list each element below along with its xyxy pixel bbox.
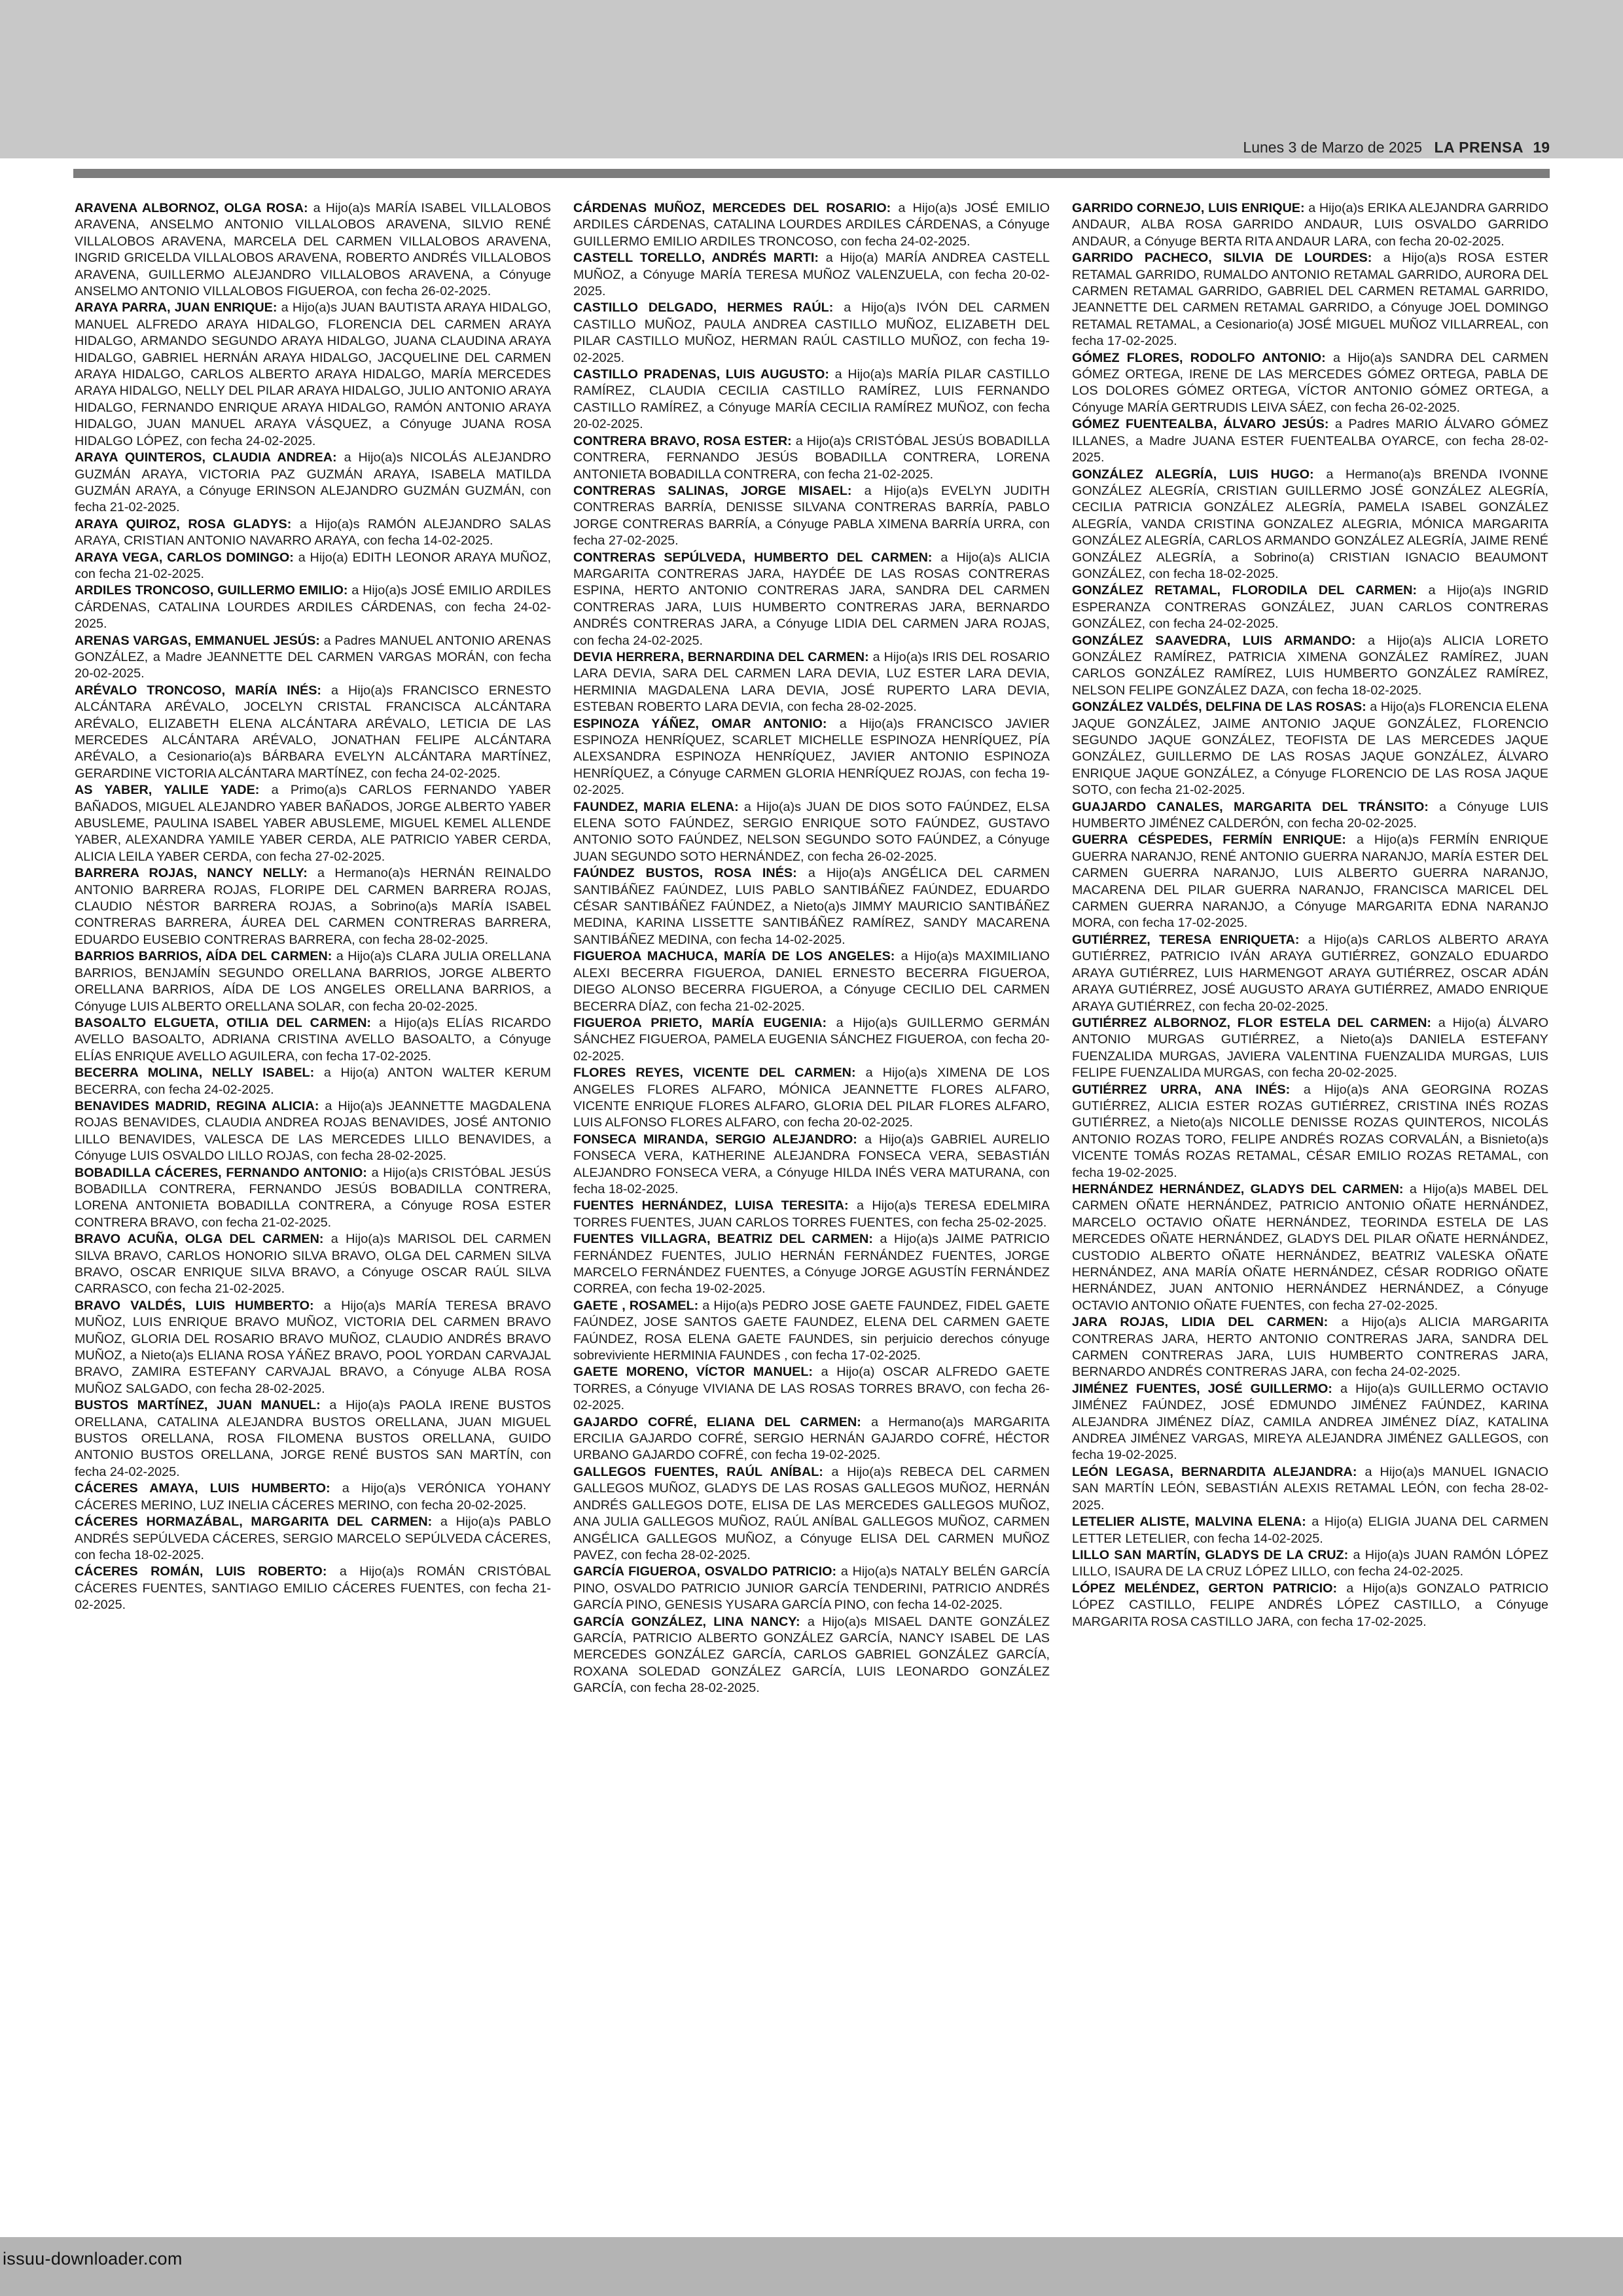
notice-entry [1072, 1581, 1548, 1630]
heirs-text: a Hijo(a)s FRANCISCO ERNESTO ALCÁNTARA ARÉVALO, JOCELYN CRISTAL FRANCISCA ALCÁNTARA ARÉVALO, ELIZABETH ELENA ALCÁNTARA ARÉVALO, LETICIA DE LAS MERCEDES ALCÁNTARA ARÉVALO, JONATHAN FELIPE ALCÁNTARA ARÉVALO, a Cesionario(a)s BÁRBARA EVELYN ALCÁNTARA MARTÍNEZ, GERARDINE VICTORIA ALCÁNTARA MARTÍNEZ, con fecha 24-02-2025. [75, 683, 551, 781]
column-2 [573, 200, 1050, 2216]
deceased-name: FIGUEROA PRIETO, MARÍA EUGENIA: [573, 1015, 827, 1030]
top-scan-band [0, 0, 1623, 158]
deceased-name: CASTELL TORELLO, ANDRÉS MARTI: [573, 251, 819, 266]
deceased-name: FIGUEROA MACHUCA, MARÍA DE LOS ANGELES: [573, 949, 895, 964]
notice-entry [75, 1098, 551, 1165]
notice-entry [75, 450, 551, 516]
heirs-text: a Hijo(a)s ELÍAS RICARDO AVELLO BASOALTO, ADRIANA CRISTINA AVELLO BASOALTO, a Cónyuge ELÍAS ENRIQUE AVELLO AGUILERA, con fecha 17-02-2025. [75, 1015, 551, 1064]
heirs-text: a Hijo(a)s JEANNETTE MAGDALENA ROJAS BENAVIDES, CLAUDIA ANDREA ROJAS BENAVIDES, JOSÉ ANTONIO LILLO BENAVIDES, VALESCA DE LAS MERCEDES LILLO BENAVIDES, a Cónyuge LUIS OSVALDO LILLO ROJAS, con fecha 28-02-2025. [75, 1098, 551, 1164]
notice-entry [75, 1514, 551, 1564]
notice-entry [75, 1015, 551, 1065]
deceased-name: FUENTES HERNÁNDEZ, LUISA TERESITA: [573, 1198, 849, 1213]
deceased-name: FONSECA MIRANDA, SERGIO ALEJANDRO: [573, 1132, 857, 1147]
heirs-text: a Hijo(a)s JUAN DE DIOS SOTO FAÚNDEZ, ELSA ELENA SOTO FAÚNDEZ, SERGIO ENRIQUE SOTO FAÚNDEZ, GUSTAVO ANTONIO SOTO FAÚNDEZ, NELSON SEGUNDO SOTO FAÚNDEZ, a Cónyuge JUAN SEGUNDO SOTO HERNÁNDEZ, con fecha 26-02-2025. [573, 799, 1050, 864]
notice-entry [1072, 1082, 1548, 1181]
notice-entry [1072, 1181, 1548, 1314]
heirs-text: a Primo(a)s CARLOS FERNANDO YABER BAÑADOS, MIGUEL ALEJANDRO YABER BAÑADOS, JORGE ALBERTO YABER ABUSLEME, PAULINA ISABEL YABER ABUSLEME, MIGUEL KEMEL ALLENDE YABER, ALEXANDRA YAMILE YABER CERDA, ALE PATRICIO YABER CERDA, ALICIA LEILA YABER CERDA, con fecha 27-02-2025. [75, 783, 551, 864]
heirs-text: a Hijo(a) EDITH LEONOR ARAYA MUÑOZ, con fecha 21-02-2025. [75, 550, 551, 581]
deceased-name: GÓMEZ FLORES, RODOLFO ANTONIO: [1072, 350, 1326, 365]
notice-entry [573, 716, 1050, 799]
notice-entry [573, 433, 1050, 483]
notice-entry [573, 300, 1050, 367]
column-3 [1072, 200, 1548, 2216]
heirs-text: a Hijo(a)s NICOLÁS ALEJANDRO GUZMÁN ARAYA, VICTORIA PAZ GUZMÁN ARAYA, ISABELA MATILDA GUZMÁN ARAYA, a Cónyuge ERINSON ALEJANDRO GUZMÁN GUZMÁN, con fecha 21-02-2025. [75, 450, 551, 515]
heirs-text: a Hijo(a) ÁLVARO ANTONIO MURGAS GUTIÉRREZ, a Nieto(a)s DANIELA ESTEFANY FUENZALIDA MURGAS, JAVIERA VALENTINA FUENZALIDA MURGAS, LUIS FELIPE FUENZALIDA MURGAS, con fecha 20-02-2025. [1072, 1015, 1548, 1081]
deceased-name: ARÉVALO TRONCOSO, MARÍA INÉS: [75, 683, 321, 698]
heirs-text: a Hijo(a)s ERIKA ALEJANDRA GARRIDO ANDAUR, ALBA ROSA GARRIDO ANDAUR, LUIS OSVALDO GARRIDO ANDAUR, a Cónyuge BERTA RITA ANDAUR LARA, con fecha 20-02-2025. [1072, 201, 1548, 249]
notice-entry [75, 865, 551, 948]
notice-entry [1072, 699, 1548, 798]
deceased-name: ARAYA PARRA, JUAN ENRIQUE: [75, 300, 277, 315]
notice-entry [1072, 1547, 1548, 1581]
heirs-text: a Hijo(a)s REBECA DEL CARMEN GALLEGOS MUÑOZ, GLADYS DE LAS ROSAS GALLEGOS MUÑOZ, HERNÁN ANDRÉS GALLEGOS DOTE, ELISA DE LAS MERCEDES GALLEGOS MUÑOZ, ANA JULIA GALLEGOS MUÑOZ, RAÚL ANÍBAL GALLEGOS MUÑOZ, CARMEN ANGÉLICA GALLEGOS MUÑOZ, a Cónyuge ELISA DEL CARMEN MUÑOZ PAVEZ, con fecha 28-02-2025. [573, 1464, 1050, 1562]
notice-entry [1072, 467, 1548, 583]
heirs-text: a Hijo(a)s ANGÉLICA DEL CARMEN SANTIBÁÑEZ FAÚNDEZ, LUIS PABLO SANTIBÁÑEZ FAÚNDEZ, EDUARDO CÉSAR SANTIBÁÑEZ FAÚNDEZ, a Nieto(a)s JIMMY MAURICIO SANTIBÁÑEZ MEDINA, KARINA LISSETTE SANTIBÁÑEZ RAMÍREZ, SANDY MACARENA SANTIBÁÑEZ MEDINA, con fecha 14-02-2025. [573, 866, 1050, 947]
notice-entry [75, 782, 551, 865]
heirs-text: a Hijo(a)s PEDRO JOSE GAETE FAUNDEZ, FIDEL GAETE FAÚNDEZ, JOSE SANTOS GAETE FAUNDEZ, ELENA DEL CARMEN GAETE FAÚNDEZ, ROSA ELENA GAETE FAUNDES, sin perjuicio derechos cónyuge sobreviviente HERMINIA FAUNDES , con fecha 17-02-2025. [573, 1298, 1050, 1363]
notice-entry [1072, 583, 1548, 632]
heirs-text: a Hijo(a)s VERÓNICA YOHANY CÁCERES MERINO, LUZ INELIA CÁCERES MERINO, con fecha 20-02-2025. [75, 1481, 551, 1513]
deceased-name: CASTILLO PRADENAS, LUIS AUGUSTO: [573, 367, 829, 382]
heirs-text: a Hijo(a)s MARISOL DEL CARMEN SILVA BRAVO, CARLOS HONORIO SILVA BRAVO, OLGA DEL CARMEN SILVA BRAVO, OSCAR ENRIQUE SILVA BRAVO, a Cónyuge OSCAR RAÚL SILVA CARRASCO, con fecha 21-02-2025. [75, 1232, 551, 1297]
publication-name: LA PRENSA [1434, 139, 1524, 156]
notice-entry [573, 948, 1050, 1015]
heirs-text: a Hijo(a)s EVELYN JUDITH CONTRERAS BARRÍA, DENISSE SILVANA CONTRERAS BARRÍA, PABLO JORGE CONTRERAS BARRÍA, a Cónyuge PABLA XIMENA BARRÍA URRA, con fecha 27-02-2025. [573, 483, 1050, 548]
notice-entry [573, 550, 1050, 649]
notice-entry [573, 250, 1050, 300]
deceased-name: BARRERA ROJAS, NANCY NELLY: [75, 866, 308, 881]
notice-entry [573, 1015, 1050, 1065]
heirs-text: a Hijo(a)s MISAEL DANTE GONZÁLEZ GARCÍA, PATRICIO ALBERTO GONZÁLEZ GARCÍA, NANCY ISABEL DE LAS MERCEDES GONZÁLEZ GARCÍA, CARLOS GABRIEL GONZÁLEZ GARCÍA, ROXANA SOLEDAD GONZÁLEZ GARCÍA, LUIS LEONARDO GONZÁLEZ GARCÍA, con fecha 28-02-2025. [573, 1614, 1050, 1696]
deceased-name: GARCÍA FIGUEROA, OSVALDO PATRICIO: [573, 1564, 837, 1579]
heirs-text: a Hijo(a)s IRIS DEL ROSARIO LARA DEVIA, SARA DEL CARMEN LARA DEVIA, LUZ ESTER LARA DEVIA, HERMINIA MAGDALENA LARA DEVIA, JOSÉ RUPERTO LARA DEVIA, ESTEBAN ROBERTO LARA DEVIA, con fecha 28-02-2025. [573, 649, 1050, 715]
notice-entry [1072, 799, 1548, 833]
deceased-name: JARA ROJAS, LIDIA DEL CARMEN: [1072, 1315, 1329, 1330]
notice-entry [1072, 1464, 1548, 1514]
notice-entry [75, 200, 551, 300]
deceased-name: CÁRDENAS MUÑOZ, MERCEDES DEL ROSARIO: [573, 201, 891, 215]
page-number: 19 [1533, 139, 1550, 156]
heirs-text: a Hijo(a)s ROSA ESTER RETAMAL GARRIDO, RUMALDO ANTONIO RETAMAL GARRIDO, AURORA DEL CARMEN RETAMAL GARRIDO, GABRIEL DEL CARMEN RETAMAL GARRIDO, JEANNETTE DEL CARMEN RETAMAL GARRIDO, a Cónyuge JOEL DOMINGO RETAMAL RETAMAL, a Cesionario(a) JOSÉ MIGUEL MUÑOZ VILLARREAL, con fecha 17-02-2025. [1072, 251, 1548, 349]
deceased-name: GUTIÉRREZ ALBORNOZ, FLOR ESTELA DEL CARMEN: [1072, 1015, 1431, 1030]
deceased-name: LÓPEZ MELÉNDEZ, GERTON PATRICIO: [1072, 1581, 1338, 1596]
heirs-text: a Hijo(a)s PABLO ANDRÉS SEPÚLVEDA CÁCERES, SERGIO MARCELO SEPÚLVEDA CÁCERES, con fecha 18-02-2025. [75, 1515, 551, 1562]
deceased-name: GONZÁLEZ RETAMAL, FLORODILA DEL CARMEN: [1072, 583, 1417, 598]
deceased-name: JIMÉNEZ FUENTES, JOSÉ GUILLERMO: [1072, 1381, 1332, 1396]
notice-entry [75, 633, 551, 683]
deceased-name: FAÚNDEZ BUSTOS, ROSA INÉS: [573, 866, 797, 881]
heirs-text: a Hijo(a)s ROMÁN CRISTÓBAL CÁCERES FUENTES, SANTIAGO EMILIO CÁCERES FUENTES, con fecha 21-02-2025. [75, 1564, 551, 1613]
deceased-name: FUENTES VILLAGRA, BEATRIZ DEL CARMEN: [573, 1232, 873, 1247]
bottom-scan-band [0, 2237, 1623, 2296]
notice-entry [573, 1614, 1050, 1697]
heirs-text: a Hijo(a)s MAXIMILIANO ALEXI BECERRA FIGUEROA, DANIEL ERNESTO BECERRA FIGUEROA, DIEGO ALONSO BECERRA FIGUEROA, a Cónyuge CECILIO DEL CARMEN BECERRA DÍAZ, con fecha 21-02-2025. [573, 949, 1050, 1014]
heirs-text: a Hijo(a)s NATALY BELÉN GARCÍA PINO, OSVALDO PATRICIO JUNIOR GARCÍA TENDERINI, PATRICIO ANDRÉS GARCÍA PINO, GENESIS YUSARA GARCÍA PINO, con fecha 14-02-2025. [573, 1564, 1050, 1613]
heirs-text: a Hijo(a)s ALICIA MARGARITA CONTRERAS JARA, HERTO ANTONIO CONTRERAS JARA, SANDRA DEL CARMEN CONTRERAS JARA, LUIS HUMBERTO CONTRERAS JARA, BERNARDO ANDRÉS CONTRERAS JARA, con fecha 24-02-2025. [1072, 1315, 1548, 1380]
notice-entry [1072, 832, 1548, 931]
notice-entry [573, 865, 1050, 948]
deceased-name: GARRIDO PACHECO, SILVIA DE LOURDES: [1072, 251, 1372, 266]
notice-entry [1072, 1314, 1548, 1381]
deceased-name: GONZÁLEZ ALEGRÍA, LUIS HUGO: [1072, 467, 1314, 482]
heirs-text: a Hijo(a)s ALICIA LORETO GONZÁLEZ RAMÍREZ, PATRICIA XIMENA GONZÁLEZ RAMÍREZ, JUAN CARLOS GONZÁLEZ RAMÍREZ, LUIS HUMBERTO GONZÁLEZ RAMÍREZ, NELSON FELIPE GONZÁLEZ DAZA, con fecha 18-02-2025. [1072, 633, 1548, 698]
heirs-text: a Hijo(a) OSCAR ALFREDO GAETE TORRES, a Cónyuge VIVIANA DE LAS ROSAS TORRES BRAVO, con fecha 26-02-2025. [573, 1365, 1050, 1413]
deceased-name: GAJARDO COFRÉ, ELIANA DEL CARMEN: [573, 1414, 861, 1429]
notice-entry [75, 948, 551, 1015]
notice-entry [75, 300, 551, 450]
heirs-text: a Hijo(a)s JOSÉ EMILIO ARDILES CÁRDENAS, CATALINA LOURDES ARDILES CÁRDENAS, con fecha 24-02-2025. [75, 583, 551, 632]
deceased-name: ARAYA QUIROZ, ROSA GLADYS: [75, 516, 292, 531]
deceased-name: LILLO SAN MARTÍN, GLADYS DE LA CRUZ: [1072, 1547, 1349, 1562]
heirs-text: a Hijo(a)s SANDRA DEL CARMEN GÓMEZ ORTEGA, IRENE DE LAS MERCEDES GÓMEZ ORTEGA, PABLA DE LOS DOLORES GÓMEZ ORTEGA, VÍCTOR ANTONIO GÓMEZ ORTEGA, a Cónyuge MARÍA GERTRUDIS LEIVA SÁEZ, con fecha 26-02-2025. [1072, 350, 1548, 415]
deceased-name: BOBADILLA CÁCERES, FERNANDO ANTONIO: [75, 1165, 367, 1180]
heirs-text: a Hijo(a)s FERMÍN ENRIQUE GUERRA NARANJO, RENÉ ANTONIO GUERRA NARANJO, MARÍA ESTER DEL CARMEN GUERRA NARANJO, LUIS ALBERTO GUERRA NARANJO, MACARENA DEL PILAR GUERRA NARANJO, FRANCISCA MARICEL DEL CARMEN GUERRA NARANJO, a Cónyuge MARGARITA EDNA NARANJO MORA, con fecha 17-02-2025. [1072, 833, 1548, 931]
heirs-text: a Hermano(a)s MARGARITA ERCILIA GAJARDO COFRÉ, SERGIO HERNÁN GAJARDO COFRÉ, HÉCTOR URBANO GAJARDO COFRÉ, con fecha 19-02-2025. [573, 1414, 1050, 1463]
heirs-text: a Hijo(a)s IVÓN DEL CARMEN CASTILLO MUÑOZ, PAULA ANDREA CASTILLO MUÑOZ, ELIZABETH DEL PILAR CASTILLO MUÑOZ, HERMAN RAÚL CASTILLO MUÑOZ, con fecha 19-02-2025. [573, 300, 1050, 365]
heirs-text: a Hijo(a)s JOSÉ EMILIO ARDILES CÁRDENAS, CATALINA LOURDES ARDILES CÁRDENAS, a Cónyuge GUILLERMO EMILIO ARDILES TRONCOSO, con fecha 24-02-2025. [573, 201, 1050, 249]
deceased-name: GARCÍA GONZÁLEZ, LINA NANCY: [573, 1614, 800, 1629]
deceased-name: GAETE , ROSAMEL: [573, 1298, 699, 1313]
notice-entry [75, 1298, 551, 1397]
notice-entry [75, 550, 551, 583]
notice-entry [573, 1132, 1050, 1198]
notice-entry [573, 1414, 1050, 1464]
page-header [73, 139, 1550, 161]
notice-entry [1072, 250, 1548, 350]
notice-entry [573, 367, 1050, 433]
notice-entry [573, 1065, 1050, 1132]
deceased-name: HERNÁNDEZ HERNÁNDEZ, GLADYS DEL CARMEN: [1072, 1181, 1404, 1196]
heirs-text: a Hermano(a)s HERNÁN REINALDO ANTONIO BARRERA ROJAS, FLORIPE DEL CARMEN BARRERA ROJAS, CLAUDIO NÉSTOR BARRERA ROJAS, a Sobrino(a)s MARÍA ISABEL CONTRERAS BARRERA, ÁUREA DEL CARMEN CONTRERAS BARRERA, EDUARDO EUSEBIO CONTRERAS BARRERA, con fecha 28-02-2025. [75, 866, 551, 947]
notice-entry [75, 1397, 551, 1480]
heirs-text: a Hijo(a)s XIMENA DE LOS ANGELES FLORES ALFARO, MÓNICA JEANNETTE FLORES ALFARO, VICENTE ENRIQUE FLORES ALFARO, GLORIA DEL PILAR FLORES ALFARO, LUIS ALFONSO FLORES ALFARO, con fecha 20-02-2025. [573, 1066, 1050, 1130]
notice-entry [75, 1065, 551, 1098]
heirs-text: a Hijo(a)s GONZALO PATRICIO LÓPEZ CASTILLO, FELIPE ANDRÉS LÓPEZ CASTILLO, a Cónyuge MARGARITA ROSA CASTILLO JARA, con fecha 17-02-2025. [1072, 1581, 1548, 1629]
deceased-name: ARAVENA ALBORNOZ, OLGA ROSA: [75, 201, 308, 215]
heirs-text: a Hijo(a)s INGRID ESPERANZA CONTRERAS GONZÁLEZ, JUAN CARLOS CONTRERAS GONZÁLEZ, con fecha 24-02-2025. [1072, 583, 1548, 632]
deceased-name: BECERRA MOLINA, NELLY ISABEL: [75, 1066, 315, 1081]
heirs-text: a Hijo(a)s MARÍA ISABEL VILLALOBOS ARAVENA, ANSELMO ANTONIO VILLALOBOS ARAVENA, SILVIO RENÉ VILLALOBOS ARAVENA, MARCELA DEL CARMEN VILLALOBOS ARAVENA, INGRID GRICELDA VILLALOBOS ARAVENA, ROBERTO ANDRÉS VILLALOBOS ARAVENA, GUILLERMO ALEJANDRO VILLALOBOS ARAVENA, a Cónyuge ANSELMO ANTONIO VILLALOBOS FIGUEROA, con fecha 26-02-2025. [75, 201, 551, 299]
heirs-text: a Cónyuge LUIS HUMBERTO JIMÉNEZ CALDERÓN, con fecha 20-02-2025. [1072, 799, 1548, 831]
deceased-name: GUAJARDO CANALES, MARGARITA DEL TRÁNSITO: [1072, 799, 1429, 814]
notice-entry [75, 1564, 551, 1613]
notice-entry [573, 1231, 1050, 1298]
notice-entry [573, 1298, 1050, 1365]
deceased-name: BASOALTO ELGUETA, OTILIA DEL CARMEN: [75, 1015, 371, 1030]
notice-entry [573, 1464, 1050, 1564]
heirs-text: a Hijo(a)s ALICIA MARGARITA CONTRERAS JARA, HAYDÉE DE LAS ROSAS CONTRERAS ESPINA, HERTO ANTONIO CONTRERAS JARA, SANDRA DEL CARMEN CONTRERAS JARA, LUIS HUMBERTO CONTRERAS JARA, BERNARDO ANDRÉS CONTRERAS JARA, a Cónyuge LIDIA DEL CARMEN JARA ROJAS, con fecha 24-02-2025. [573, 550, 1050, 648]
heirs-text: a Hijo(a)s CRISTÓBAL JESÚS BOBADILLA CONTRERA, FERNANDO JESÚS BOBADILLA CONTRERA, LORENA ANTONIETA BOBADILLA CONTRERA, a Cónyuge ROSA ESTER CONTRERA BRAVO, con fecha 21-02-2025. [75, 1165, 551, 1230]
deceased-name: GARRIDO CORNEJO, LUIS ENRIQUE: [1072, 201, 1305, 215]
heirs-text: a Hijo(a) ELIGIA JUANA DEL CARMEN LETTER LETELIER, con fecha 14-02-2025. [1072, 1515, 1548, 1546]
heirs-text: a Hijo(a)s JAIME PATRICIO FERNÁNDEZ FUENTES, JULIO HERNÁN FERNÁNDEZ FUENTES, JORGE MARCELO FERNÁNDEZ FUENTES, a Cónyuge JORGE AGUSTÍN FERNÁNDEZ CORREA, con fecha 19-02-2025. [573, 1232, 1050, 1297]
notice-entry [573, 1564, 1050, 1613]
deceased-name: GUERRA CÉSPEDES, FERMÍN ENRIQUE: [1072, 833, 1346, 848]
deceased-name: CONTRERA BRAVO, ROSA ESTER: [573, 433, 792, 448]
deceased-name: ARENAS VARGAS, EMMANUEL JESÚS: [75, 633, 320, 648]
notice-entry [573, 1364, 1050, 1414]
heirs-text: a Hijo(a)s JUAN BAUTISTA ARAYA HIDALGO, MANUEL ALFREDO ARAYA HIDALGO, FLORENCIA DEL CARMEN ARAYA HIDALGO, ARMANDO SEGUNDO ARAYA HIDALGO, JUANA CLAUDINA ARAYA HIDALGO, GABRIEL HERNÁN ARAYA HIDALGO, JACQUELINE DEL CARMEN ARAYA HIDALGO, CARLOS ALBERTO ARAYA HIDALGO, MARÍA MERCEDES ARAYA HIDALGO, NELLY DEL PILAR ARAYA HIDALGO, JULIO ANTONIO ARAYA HIDALGO, FERNANDO ENRIQUE ARAYA HIDALGO, RAMÓN ANTONIO ARAYA HIDALGO, JUAN MANUEL ARAYA VÁSQUEZ, a Cónyuge JUANA ROSA HIDALGO LÓPEZ, con fecha 24-02-2025. [75, 300, 551, 448]
column-1 [75, 200, 551, 2216]
deceased-name: GALLEGOS FUENTES, RAÚL ANÍBAL: [573, 1464, 823, 1479]
deceased-name: DEVIA HERRERA, BERNARDINA DEL CARMEN: [573, 649, 869, 664]
deceased-name: CONTRERAS SALINAS, JORGE MISAEL: [573, 483, 852, 498]
notice-entry [573, 1198, 1050, 1231]
deceased-name: BRAVO VALDÉS, LUIS HUMBERTO: [75, 1298, 314, 1313]
notice-entry [1072, 633, 1548, 700]
heirs-text: a Hijo(a)s ANA GEORGINA ROZAS GUTIÉRREZ, ALICIA ESTER ROZAS GUTIÉRREZ, CRISTINA INÉS ROZAS GUTIÉRREZ, a Nieto(a)s NICOLLE DENISSE ROZAS QUINTEROS, NICOLÁS ANTONIO ROZAS TORO, FELIPE ANDRÉS ROZAS CORVALÁN, a Bisnieto(a)s VICENTE TOMÁS ROZAS RETAMAL, CÉSAR EMILIO ROZAS RETAMAL, con fecha 19-02-2025. [1072, 1082, 1548, 1180]
notice-entry [1072, 416, 1548, 466]
notice-entry [573, 200, 1050, 250]
deceased-name: CÁCERES HORMAZÁBAL, MARGARITA DEL CARMEN: [75, 1515, 433, 1530]
deceased-name: GUTIÉRREZ, TERESA ENRIQUETA: [1072, 932, 1300, 947]
notice-entry [573, 483, 1050, 550]
deceased-name: LEÓN LEGASA, BERNARDITA ALEJANDRA: [1072, 1464, 1357, 1479]
deceased-name: CONTRERAS SEPÚLVEDA, HUMBERTO DEL CARMEN: [573, 550, 933, 565]
notice-entry [75, 516, 551, 550]
deceased-name: BUSTOS MARTÍNEZ, JUAN MANUEL: [75, 1398, 321, 1413]
deceased-name: BENAVIDES MADRID, REGINA ALICIA: [75, 1098, 319, 1113]
notice-entry [75, 683, 551, 782]
notice-entry [75, 1231, 551, 1298]
deceased-name: GONZÁLEZ SAAVEDRA, LUIS ARMANDO: [1072, 633, 1356, 648]
heirs-text: a Hijo(a)s RAMÓN ALEJANDRO SALAS ARAYA, CRISTIAN ANTONIO NAVARRO ARAYA, con fecha 14-02-2025. [75, 516, 551, 548]
notice-entry [75, 1480, 551, 1514]
deceased-name: FLORES REYES, VICENTE DEL CARMEN: [573, 1066, 856, 1081]
notice-entry [573, 799, 1050, 866]
deceased-name: GONZÁLEZ VALDÉS, DELFINA DE LAS ROSAS: [1072, 700, 1366, 715]
heirs-text: a Hijo(a)s MARÍA PILAR CASTILLO RAMÍREZ, CLAUDIA CECILIA CASTILLO RAMÍREZ, LUIS FERNANDO CASTILLO RAMÍREZ, a Cónyuge MARÍA CECILIA RAMÍREZ MUÑOZ, con fecha 20-02-2025. [573, 367, 1050, 432]
deceased-name: ESPINOZA YÁÑEZ, OMAR ANTONIO: [573, 716, 827, 731]
header-date: Lunes 3 de Marzo de 2025 [1243, 139, 1423, 156]
heirs-text: a Hijo(a)s TERESA EDELMIRA TORRES FUENTES, JUAN CARLOS TORRES FUENTES, con fecha 25-02-2025. [573, 1198, 1050, 1230]
notice-columns [75, 200, 1548, 2216]
heirs-text: a Hijo(a)s MABEL DEL CARMEN OÑATE HERNÁNDEZ, PATRICIO ANTONIO OÑATE HERNÁNDEZ, MARCELO OCTAVIO OÑATE HERNÁNDEZ, TEORINDA ESTELA DE LAS MERCEDES OÑATE HERNÁNDEZ, GLADYS DEL PILAR OÑATE HERNÁNDEZ, CUSTODIO ALBERTO OÑATE HERNÁNDEZ, BEATRIZ VALESKA OÑATE HERNÁNDEZ, ANA MARÍA OÑATE HERNÁNDEZ, CÉSAR RODRIGO OÑATE HERNÁNDEZ, JUAN ANTONIO HERNÁNDEZ HERNÁNDEZ, a Cónyuge OCTAVIO ANTONIO OÑATE FUENTES, con fecha 27-02-2025. [1072, 1181, 1548, 1313]
heirs-text: a Hijo(a)s JUAN RAMÓN LÓPEZ LILLO, ISAURA DE LA CRUZ LÓPEZ LILLO, con fecha 24-02-2025. [1072, 1547, 1548, 1579]
heirs-text: a Hijo(a)s GABRIEL AURELIO FONSECA VERA, KATHERINE ALEJANDRA FONSECA VERA, SEBASTIÁN ALEJANDRO FONSECA VERA, a Cónyuge HILDA INÉS VERA MATURANA, con fecha 18-02-2025. [573, 1132, 1050, 1196]
heirs-text: a Hijo(a) MARÍA ANDREA CASTELL MUÑOZ, a Cónyuge MARÍA TERESA MUÑOZ VALENZUELA, con fecha 20-02-2025. [573, 251, 1050, 299]
deceased-name: BARRIOS BARRIOS, AÍDA DEL CARMEN: [75, 949, 332, 964]
heirs-text: a Hijo(a)s FLORENCIA ELENA JAQUE GONZÁLEZ, JAIME ANTONIO JAQUE GONZÁLEZ, FLORENCIO SEGUNDO JAQUE GONZÁLEZ, TEOFISTA DE LAS MERCEDES JAQUE GONZÁLEZ, GUILLERMO DE LAS ROSAS JAQUE GONZÁLEZ, ÁLVARO ENRIQUE JAQUE GONZÁLEZ, a Cónyuge FLORENCIO DE LAS ROSA JAQUE SOTO, con fecha 21-02-2025. [1072, 700, 1548, 798]
notice-entry [1072, 1381, 1548, 1464]
notice-entry [75, 1165, 551, 1232]
heirs-text: a Hijo(a)s MARÍA TERESA BRAVO MUÑOZ, LUIS ENRIQUE BRAVO MUÑOZ, VICTORIA DEL CARMEN BRAVO MUÑOZ, GLORIA DEL ROSARIO BRAVO MUÑOZ, CLAUDIO ANDRÉS BRAVO MUÑOZ, a Nieto(a)s ELIANA ROSA YÁÑEZ BRAVO, POOL YORDAN CARVAJAL BRAVO, ZAMIRA ESTEFANY CARVAJAL BRAVO, a Cónyuge ALBA ROSA MUÑOZ SALGADO, con fecha 28-02-2025. [75, 1298, 551, 1396]
heirs-text: a Hijo(a)s CLARA JULIA ORELLANA BARRIOS, BENJAMÍN SEGUNDO ORELLANA BARRIOS, JORGE ALBERTO ORELLANA BARRIOS, AÍDA DE LOS ANGELES ORELLANA BARRIOS, a Cónyuge LUIS ALBERTO ORELLANA SOLAR, con fecha 20-02-2025. [75, 949, 551, 1014]
notice-entry [1072, 200, 1548, 250]
notice-entry [75, 583, 551, 632]
deceased-name: CASTILLO DELGADO, HERMES RAÚL: [573, 300, 834, 315]
heirs-text: a Hijo(a)s GUILLERMO GERMÁN SÁNCHEZ FIGUEROA, PAMELA EUGENIA SÁNCHEZ FIGUEROA, con fecha 20-02-2025. [573, 1015, 1050, 1064]
deceased-name: FAUNDEZ, MARIA ELENA: [573, 799, 739, 814]
heirs-text: a Hijo(a)s PAOLA IRENE BUSTOS ORELLANA, CATALINA ALEJANDRA BUSTOS ORELLANA, JUAN MIGUEL BUSTOS ORELLANA, ROSA FILOMENA BUSTOS ORELLANA, GUIDO ANTONIO BUSTOS ORELLANA, JORGE RENÉ BUSTOS SAN MARTÍN, con fecha 24-02-2025. [75, 1398, 551, 1479]
watermark: issuu-downloader.com [3, 2249, 183, 2269]
deceased-name: ARAYA VEGA, CARLOS DOMINGO: [75, 550, 294, 565]
heirs-text: a Padres MARIO ÁLVARO GÓMEZ ILLANES, a Madre JUANA ESTER FUENTEALBA OYARCE, con fecha 28-02-2025. [1072, 417, 1548, 465]
deceased-name: CÁCERES ROMÁN, LUIS ROBERTO: [75, 1564, 327, 1579]
deceased-name: AS YABER, YALILE YADE: [75, 783, 260, 798]
deceased-name: ARDILES TRONCOSO, GUILLERMO EMILIO: [75, 583, 348, 598]
header-rule [73, 169, 1550, 178]
deceased-name: LETELIER ALISTE, MALVINA ELENA: [1072, 1515, 1306, 1530]
heirs-text: a Hijo(a)s MANUEL IGNACIO SAN MARTÍN LEÓN, SEBASTIÁN ALEXIS RETAMAL LEÓN, con fecha 28-02-2025. [1072, 1464, 1548, 1513]
notice-entry [573, 649, 1050, 716]
deceased-name: GUTIÉRREZ URRA, ANA INÉS: [1072, 1082, 1291, 1097]
heirs-text: a Hijo(a) ANTON WALTER KERUM BECERRA, con fecha 24-02-2025. [75, 1066, 551, 1097]
deceased-name: CÁCERES AMAYA, LUIS HUMBERTO: [75, 1481, 330, 1496]
deceased-name: ARAYA QUINTEROS, CLAUDIA ANDREA: [75, 450, 337, 465]
heirs-text: a Hijo(a)s CARLOS ALBERTO ARAYA GUTIÉRREZ, PATRICIO IVÁN ARAYA GUTIÉRREZ, GONZALO EDUARDO ARAYA GUTIÉRREZ, LUIS HARMENGOT ARAYA GUTIÉRREZ, OSCAR ADÁN ARAYA GUTIÉRREZ, JOSÉ AUGUSTO ARAYA GUTIÉRREZ, AMADO ENRIQUE ARAYA GUTIÉRREZ, con fecha 20-02-2025. [1072, 932, 1548, 1014]
deceased-name: BRAVO ACUÑA, OLGA DEL CARMEN: [75, 1232, 324, 1247]
notice-entry [1072, 1514, 1548, 1547]
deceased-name: GAETE MORENO, VÍCTOR MANUEL: [573, 1365, 813, 1380]
heirs-text: a Padres MANUEL ANTONIO ARENAS GONZÁLEZ, a Madre JEANNETTE DEL CARMEN VARGAS MORÁN, con fecha 20-02-2025. [75, 633, 551, 681]
heirs-text: a Hijo(a)s CRISTÓBAL JESÚS BOBADILLA CONTRERA, FERNANDO JESÚS BOBADILLA CONTRERA, LORENA ANTONIETA BOBADILLA CONTRERA, con fecha 21-02-2025. [573, 433, 1050, 482]
heirs-text: a Hijo(a)s FRANCISCO JAVIER ESPINOZA HENRÍQUEZ, SCARLET MICHELLE ESPINOZA HENRÍQUEZ, PÍA ALEXSANDRA ESPINOZA HENRÍQUEZ, JAVIER ANTONIO ESPINOZA HENRÍQUEZ, a Cónyuge CARMEN GLORIA HENRÍQUEZ ROJAS, con fecha 19-02-2025. [573, 716, 1050, 798]
notice-entry [1072, 932, 1548, 1015]
deceased-name: GÓMEZ FUENTEALBA, ÁLVARO JESÚS: [1072, 417, 1329, 432]
heirs-text: a Hijo(a)s GUILLERMO OCTAVIO JIMÉNEZ FAÚNDEZ, JOSÉ EDMUNDO JIMÉNEZ FAÚNDEZ, KARINA ALEJANDRA JIMÉNEZ DÍAZ, CAMILA ANDREA JIMÉNEZ DÍAZ, KATALINA ANDREA JIMÉNEZ VARGAS, MIREYA ALEJANDRA JIMÉNEZ GALLEGOS, con fecha 19-02-2025. [1072, 1381, 1548, 1463]
heirs-text: a Hermano(a)s BRENDA IVONNE GONZÁLEZ ALEGRÍA, CRISTIAN GUILLERMO JOSÉ GONZÁLEZ ALEGRÍA, CECILIA PATRICIA GONZÁLEZ ALEGRÍA, PAMELA ISABEL GONZÁLEZ ALEGRÍA, VANDA CRISTINA GONZALEZ ALEGRIA, MÓNICA MARGARITA GONZÁLEZ ALEGRÍA, CARLOS ARMANDO GONZÁLEZ ALEGRÍA, JAIME RENÉ GONZÁLEZ ALEGRÍA, a Sobrino(a) CRISTIAN IGNACIO BEAUMONT GONZÁLEZ, con fecha 18-02-2025. [1072, 467, 1548, 581]
notice-entry [1072, 350, 1548, 417]
notice-entry [1072, 1015, 1548, 1082]
